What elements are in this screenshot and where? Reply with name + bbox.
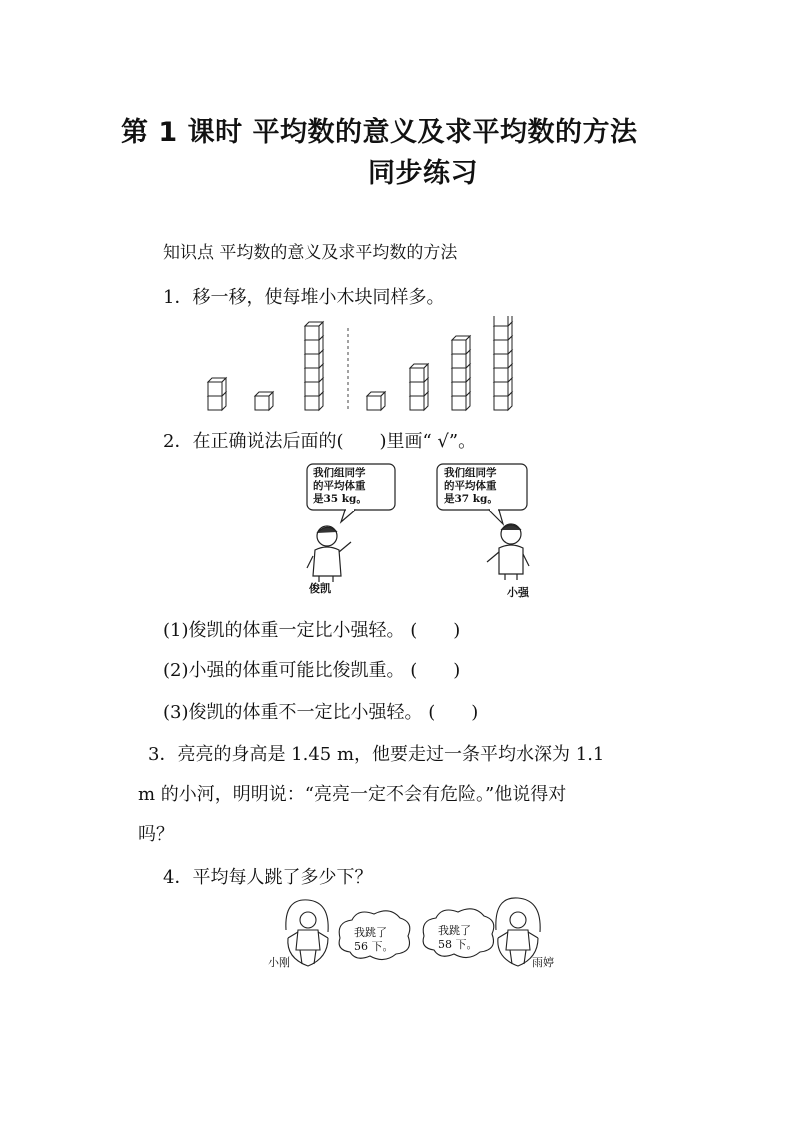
name-label-junkai: 俊凯 xyxy=(309,582,331,595)
weight-illustration xyxy=(303,462,538,600)
question-4-text: 4．平均每人跳了多少下？ xyxy=(163,867,373,888)
question-2-item-2: (2)小强的体重可能比俊凯重。 ( ) xyxy=(163,660,461,681)
block-stacks-figure xyxy=(200,316,530,416)
speech-bubble-xiaogang xyxy=(354,926,394,954)
question-3-line-2: m 的小河，明明说：“亮亮一定不会有危险。”他说得对 xyxy=(138,784,567,805)
stack-left-3 xyxy=(305,322,323,410)
speech-bubble-right xyxy=(444,467,498,506)
bubble-right-line-1: 我们组同学 xyxy=(444,467,497,479)
stack-right-1 xyxy=(367,392,385,410)
boy-left-figure xyxy=(307,526,351,582)
speech-bubble-yuting xyxy=(438,924,478,952)
bubble-right-line-2: 的平均体重 xyxy=(444,480,497,492)
stack-right-3 xyxy=(452,336,470,410)
name-label-xiaoqiang: 小强 xyxy=(507,586,529,599)
section-label: 知识点 平均数的意义及求平均数的方法 xyxy=(163,243,458,263)
name-label-yuting: 雨婷 xyxy=(532,956,554,969)
bubble-left-line-3: 是35 kg。 xyxy=(313,493,367,505)
question-2-item-1: (1)俊凯的体重一定比小强轻。 ( ) xyxy=(163,620,461,641)
name-label-xiaogang: 小刚 xyxy=(268,956,290,969)
bubble-xiaogang-line-1: 我跳了 xyxy=(354,926,387,939)
boy-right-figure xyxy=(487,524,529,580)
page-title-line-1: 第 1 课时 平均数的意义及求平均数的方法 xyxy=(121,117,638,148)
jumper-left-figure xyxy=(286,900,328,966)
bubble-xiaogang-line-2: 56 下。 xyxy=(354,940,394,953)
speech-bubble-left xyxy=(313,467,367,506)
question-1-text: 1．移一移，使每堆小木块同样多。 xyxy=(163,287,445,308)
jump-rope-illustration xyxy=(266,896,566,974)
stack-right-4 xyxy=(494,316,512,410)
stack-right-2 xyxy=(410,364,428,410)
stack-left-2 xyxy=(255,392,273,410)
bubble-left-line-1: 我们组同学 xyxy=(313,467,366,479)
bubble-right-line-3: 是37 kg。 xyxy=(444,493,498,505)
question-3-line-1: 3．亮亮的身高是 1.45 m，他要走过一条平均水深为 1.1 xyxy=(148,744,605,765)
page-title-line-2: 同步练习 xyxy=(368,158,478,189)
stack-left-1 xyxy=(208,378,226,410)
question-2-text: 2．在正确说法后面的( )里画“ √”。 xyxy=(163,431,477,452)
question-2-item-3: (3)俊凯的体重不一定比小强轻。 ( ) xyxy=(163,702,479,723)
bubble-yuting-line-1: 我跳了 xyxy=(438,924,471,937)
bubble-left-line-2: 的平均体重 xyxy=(313,480,366,492)
bubble-yuting-line-2: 58 下。 xyxy=(438,938,478,951)
question-3-line-3: 吗？ xyxy=(138,824,174,845)
